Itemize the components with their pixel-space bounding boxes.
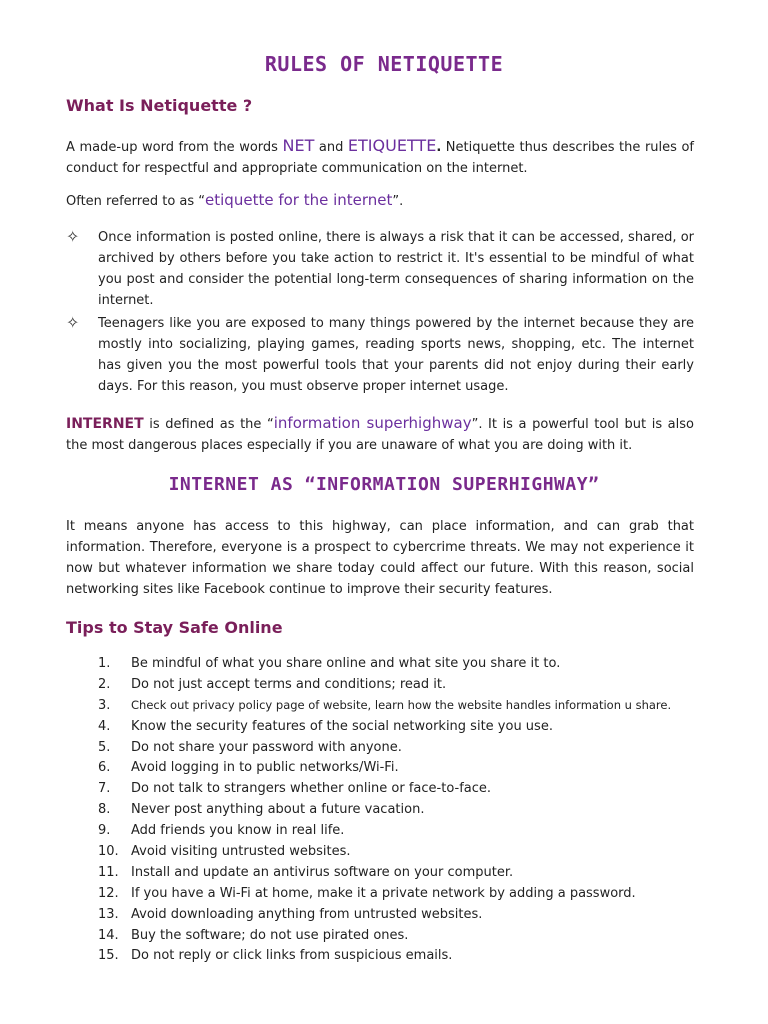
list-item [0,904,768,925]
list-item [0,945,768,966]
list-item-text: Do not talk to strangers whether online or face-to-face. [131,781,492,797]
list-number: 3. [98,697,111,713]
list-item [0,883,768,904]
list-item-text: Install and update an antivirus software on your computer. [131,864,514,880]
list-item-text: Know the security features of the social networking site you use. [131,718,553,734]
sparkle-bullet-icon: ✧ [66,227,80,246]
bullet-text: Once information is posted online, there is always a risk that it can be accessed, shared, or archived by others before you take action to restrict it. It's essential to be mindful of what you post and consider the potential long-term consequences of sharing information on the internet. [98,230,694,308]
list-item-text: If you have a Wi-Fi at home, make it a private network by adding a password. [131,885,636,901]
list-item [0,841,768,862]
tips-list [0,653,768,966]
internet-definition-paragraph [66,413,694,456]
etiquette-for-internet-phrase: etiquette for the internet [205,191,393,209]
list-number: 10. [98,844,119,860]
list-number: 11. [98,864,119,880]
net-word: NET [282,136,315,155]
list-number: 14. [98,927,119,943]
list-item [0,674,768,695]
list-number: 13. [98,906,119,922]
intro-text-end: Netiquette thus describes the rules of conduct for respectful and appropriate communication on the internet. [66,140,694,176]
list-item-text: Do not just accept terms and conditions; read it. [131,676,447,692]
list-number: 12. [98,885,119,901]
list-item [0,778,768,799]
list-number: 1. [98,656,111,671]
bullet-text: Teenagers like you are exposed to many things powered by the internet because they are mostly into socializing, playing games, reading sports news, shopping, etc. The internet has given you the most powerful tools that your parents did not enjoy during their early days. For this reason, you must observe proper internet usage. [98,316,694,394]
list-item-text: Buy the software; do not use pirated ones. [131,927,409,943]
etiquette-word: ETIQUETTE [347,136,437,155]
superhighway-paragraph: It means anyone has access to this highway, can place information, and can grab that information. Therefore, everyone is a prospect to cybercrime threats. We may not experience it now but whatever information we share today could affect our future. With this reason, social networking sites like Facebook continue to improve their security features. [66,519,694,597]
list-number: 9. [98,823,111,839]
list-number: 6. [98,760,111,776]
information-superhighway-phrase: information superhighway [273,414,472,432]
list-item-text: Avoid downloading anything from untrusted websites. [131,906,483,922]
list-item [0,737,768,758]
list-item-text: Do not reply or click links from suspicious emails. [131,948,453,964]
list-item [0,925,768,946]
list-item [0,716,768,737]
list-item-text: Never post anything about a future vacation. [131,802,425,818]
list-number: 15. [98,948,119,964]
list-item-text: Avoid logging in to public networks/Wi-Fi. [131,760,399,776]
list-number: 2. [98,676,111,692]
list-item [0,695,768,716]
list-item-text: Do not share your password with anyone. [131,739,402,755]
internet-word: INTERNET [66,416,144,432]
tips-heading: Tips to Stay Safe Online [66,618,283,637]
intro-and: and [314,140,348,155]
often-referred-paragraph [66,190,694,212]
list-number: 8. [98,802,111,818]
internet-def-text-start: is defined as the “ [143,417,274,432]
often-text-start: Often referred to as “ [66,194,206,209]
intro-dot: . [436,140,442,155]
list-item [0,757,768,778]
list-item-text: Check out privacy policy page of website, learn how the website handles information u share. [131,697,672,712]
page-title: RULES OF NETIQUETTE [264,52,504,76]
list-item-text: Avoid visiting untrusted websites. [131,844,351,860]
sparkle-bullet-icon: ✧ [66,313,80,332]
bullet-item [66,313,694,397]
list-item [0,653,768,674]
intro-paragraph [66,135,694,179]
list-number: 5. [98,739,111,755]
often-text-end: ”. [392,194,404,209]
section-title: INTERNET AS “INFORMATION SUPERHIGHWAY” [168,474,600,495]
list-item [0,820,768,841]
internet-def-text-end: ”. It is a powerful tool but is also the most dangerous places especially if you are unaware of what you are doing with it. [66,417,694,453]
bullet-item [66,227,694,311]
list-item-text: Be mindful of what you share online and what site you share it to. [131,656,561,671]
list-item-text: Add friends you know in real life. [131,823,345,839]
intro-text-start: A made-up word from the words [66,140,283,155]
list-number: 4. [98,718,111,734]
list-number: 7. [98,781,111,797]
what-is-netiquette-heading: What Is Netiquette ? [66,96,253,115]
list-item [0,862,768,883]
list-item [0,799,768,820]
